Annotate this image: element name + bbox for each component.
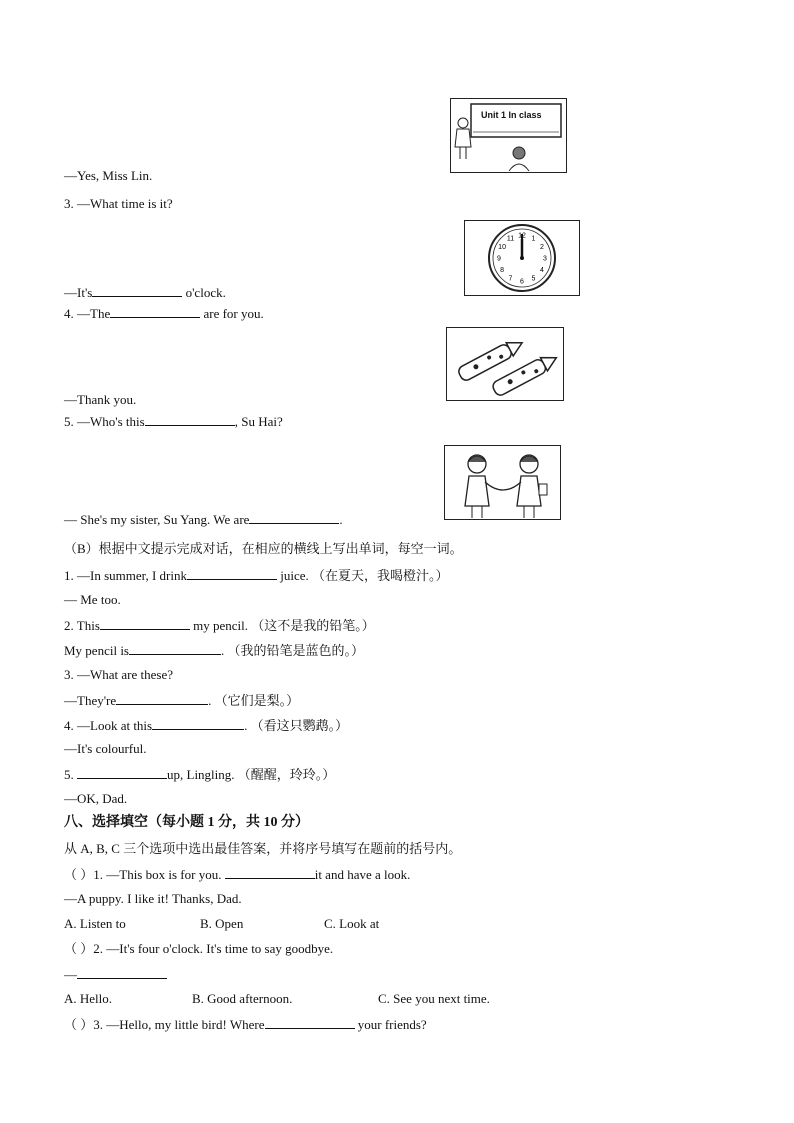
answer-blank[interactable] <box>116 692 208 705</box>
part-b-q5-pre: 5. <box>64 767 74 782</box>
part-b-q1-answer: — Me too. <box>64 592 121 607</box>
clock-illustration <box>465 221 579 295</box>
part-b-q2 <box>64 617 375 634</box>
part-a-q5-answer <box>64 511 343 528</box>
part-a-q5-answer-post: . <box>339 512 343 527</box>
part-b-q4-pre: 4. —Look at this <box>64 718 153 733</box>
answer-blank[interactable] <box>225 866 315 879</box>
classroom-illustration <box>451 99 566 172</box>
clock-picture <box>464 220 580 296</box>
section-8-q2-option-a: A. Hello. <box>64 991 113 1006</box>
clock-numeral: 3 <box>543 255 547 263</box>
part-b-q2b-pre: My pencil is <box>64 643 129 658</box>
part-b-q3-question: 3. —What are these? <box>64 667 174 682</box>
section-8-q2-answer <box>64 966 167 983</box>
clock-numeral: 1 <box>531 235 536 243</box>
section-8-q1-pre: （ ）1. —This box is for you. <box>64 867 222 882</box>
section-8-q1-option-c: C. Look at <box>324 916 380 931</box>
clock-numeral: 7 <box>508 275 513 283</box>
section-8-q2-answer-pre: — <box>64 967 77 982</box>
answer-blank[interactable] <box>145 413 235 426</box>
part-a-q4-answer: —Thank you. <box>64 392 137 407</box>
section-8-instruction: 从 A, B, C 三个选项中选出最佳答案，并将序号填写在题前的括号内。 <box>64 841 462 856</box>
part-b-q5-post: up, Lingling. （醒醒，玲玲。） <box>167 767 336 782</box>
part-b-q5-answer: —OK, Dad. <box>64 791 128 806</box>
section-8-q1-answer: —A puppy. I like it! Thanks, Dad. <box>64 891 242 906</box>
sisters-picture <box>444 445 561 520</box>
part-b-q2b <box>64 642 364 659</box>
part-b-q2-post: my pencil. （这不是我的铅笔。） <box>193 618 375 633</box>
part-b-q3 <box>64 692 299 709</box>
crayons-picture <box>446 327 564 401</box>
section-8-q2-option-c: C. See you next time. <box>378 991 490 1006</box>
classroom-picture <box>450 98 567 173</box>
clock-numeral: 8 <box>500 267 505 274</box>
part-b-q2-pre: 2. This <box>64 618 100 633</box>
part-b-q3-post: . （它们是梨。） <box>208 693 300 708</box>
clock-numeral: 5 <box>531 275 536 283</box>
section-8-q1-option-a: A. Listen to <box>64 916 126 931</box>
part-b-q4 <box>64 717 348 734</box>
part-a-q5 <box>64 413 283 430</box>
part-b-q4-answer: —It's colourful. <box>64 741 147 756</box>
part-b-q1-post: juice. （在夏天，我喝橙汁。） <box>280 568 449 583</box>
part-b-q3-pre: —They're <box>64 693 117 708</box>
answer-blank[interactable] <box>152 717 244 730</box>
answer-blank[interactable] <box>110 305 200 318</box>
part-b-q1-pre: 1. —In summer, I drink <box>64 568 187 583</box>
part-a-q5-answer-pre: — She's my sister, Su Yang. We are <box>64 512 250 527</box>
part-a-q3-question: 3. —What time is it? <box>64 196 173 211</box>
part-b-q2b-post: . （我的铅笔是蓝色的。） <box>221 643 365 658</box>
clock-numeral: 6 <box>520 278 524 286</box>
answer-blank[interactable] <box>77 966 167 979</box>
part-a-q5-post: , Su Hai? <box>234 414 283 429</box>
answer-blank[interactable] <box>100 617 190 630</box>
part-b-q5 <box>64 766 335 783</box>
section-8-q1 <box>64 866 410 883</box>
part-b-q1 <box>64 567 448 584</box>
clock-numeral: 10 <box>498 244 506 251</box>
answer-blank[interactable] <box>129 642 221 655</box>
part-b-q4-post: . （看这只鹦鹉。） <box>244 718 349 733</box>
section-8-q3-post: your friends? <box>357 1017 427 1032</box>
clock-numeral: 4 <box>539 267 544 274</box>
part-a-q3-answer-pre: —It's <box>64 285 93 300</box>
section-8-q3-pre: （ ）3. —Hello, my little bird! Where <box>64 1017 265 1032</box>
section-8-q1-option-b: B. Open <box>200 916 244 931</box>
answer-blank[interactable] <box>265 1016 355 1029</box>
section-8-heading: 八、选择填空（每小题 1 分，共 10 分） <box>64 815 309 830</box>
part-a-q5-pre: 5. —Who's this <box>64 414 145 429</box>
section-8-q2: （ ）2. —It's four o'clock. It's time to say goodbye. <box>64 941 334 956</box>
part-a-q2-answer: —Yes, Miss Lin. <box>64 168 153 183</box>
part-a-q3-answer-post: o'clock. <box>185 285 226 300</box>
part-b-instruction: （B）根据中文提示完成对话，在相应的横线上写出单词，每空一词。 <box>64 541 463 556</box>
part-a-q4-post: are for you. <box>203 306 264 321</box>
crayons-illustration <box>447 328 563 400</box>
part-a-q4 <box>64 305 264 322</box>
sisters-illustration <box>445 446 560 519</box>
clock-numeral: 11 <box>506 235 515 243</box>
part-a-q3-answer <box>64 284 226 301</box>
part-a-q4-pre: 4. —The <box>64 306 111 321</box>
clock-numeral: 2 <box>539 244 544 251</box>
answer-blank[interactable] <box>249 511 339 524</box>
clock-numeral: 12 <box>518 232 526 240</box>
answer-blank[interactable] <box>187 567 277 580</box>
answer-blank[interactable] <box>77 766 167 779</box>
classroom-sign-text: Unit 1 In class <box>481 110 542 120</box>
section-8-q2-option-b: B. Good afternoon. <box>192 991 293 1006</box>
answer-blank[interactable] <box>92 284 182 297</box>
clock-numeral: 9 <box>497 255 501 263</box>
section-8-q3 <box>64 1016 427 1033</box>
section-8-q1-post: it and have a look. <box>314 867 411 882</box>
